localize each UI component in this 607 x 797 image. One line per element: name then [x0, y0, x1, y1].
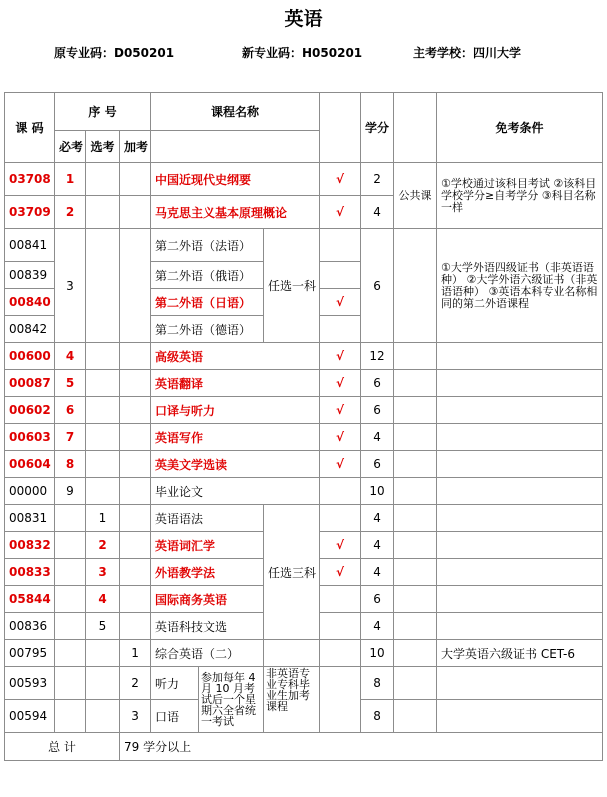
check-mark: √ — [320, 343, 361, 370]
course-name: 英语科技文选 — [151, 613, 264, 640]
course-name: 英语写作 — [151, 424, 320, 451]
table-row — [5, 667, 603, 700]
table-row — [5, 451, 603, 478]
check-mark — [320, 505, 361, 532]
course-credit: 4 — [361, 424, 394, 451]
course-seq: 2 — [55, 196, 86, 229]
check-mark — [320, 229, 361, 262]
course-code: 00087 — [5, 370, 55, 397]
check-mark: √ — [320, 559, 361, 586]
exam-time-note: 参加每年 4 月 10 月考试后一个星期六全省统一考试 — [199, 667, 264, 733]
course-name: 毕业论文 — [151, 478, 320, 505]
course-seq: 1 — [55, 163, 86, 196]
check-mark: √ — [320, 424, 361, 451]
course-code: 00832 — [5, 532, 55, 559]
table-row — [5, 343, 603, 370]
course-credit: 6 — [361, 397, 394, 424]
course-name: 高级英语 — [151, 343, 320, 370]
course-seq: 3 — [120, 700, 151, 733]
course-name: 口语 — [151, 700, 199, 733]
col-extra-header: 加考 — [120, 131, 151, 163]
course-credit: 6 — [361, 451, 394, 478]
exempt-condition: 大学英语六级证书 CET-6 — [437, 640, 603, 667]
course-seq: 1 — [120, 640, 151, 667]
course-code: 00842 — [5, 316, 55, 343]
course-credit: 4 — [361, 532, 394, 559]
course-seq: 4 — [55, 343, 86, 370]
check-mark: √ — [320, 451, 361, 478]
course-credit: 8 — [361, 667, 394, 700]
col-seq-header: 序 号 — [55, 93, 151, 131]
check-mark — [320, 316, 361, 343]
table-row — [5, 424, 603, 451]
course-name: 马克思主义基本原理概论 — [151, 196, 320, 229]
course-seq: 7 — [55, 424, 86, 451]
course-seq: 3 — [86, 559, 120, 586]
check-mark: √ — [320, 397, 361, 424]
col-elective-header: 选考 — [86, 131, 120, 163]
course-name: 第二外语（俄语） — [151, 262, 264, 289]
course-code: 03708 — [5, 163, 55, 196]
course-seq: 3 — [55, 229, 86, 343]
col-blank-header — [394, 93, 437, 163]
check-mark — [320, 478, 361, 505]
check-mark: √ — [320, 370, 361, 397]
course-code: 00603 — [5, 424, 55, 451]
table-row — [5, 229, 603, 262]
course-code: 05844 — [5, 586, 55, 613]
group-note: 任选一科 — [264, 229, 320, 343]
total-row — [5, 733, 603, 761]
course-name: 国际商务英语 — [151, 586, 264, 613]
public-course-label: 公共课 — [394, 163, 437, 229]
check-mark: √ — [320, 289, 361, 316]
table-row — [5, 370, 603, 397]
course-name: 第二外语（日语） — [151, 289, 264, 316]
course-code: 00841 — [5, 229, 55, 262]
col-name-sub-blank — [151, 131, 320, 163]
col-required-header: 必考 — [55, 131, 86, 163]
course-code: 00000 — [5, 478, 55, 505]
course-seq: 1 — [86, 505, 120, 532]
course-code: 00840 — [5, 289, 55, 316]
course-table — [4, 92, 603, 761]
col-code-header: 课 码 — [5, 93, 55, 163]
course-name: 口译与听力 — [151, 397, 320, 424]
course-credit: 2 — [361, 163, 394, 196]
table-row — [5, 478, 603, 505]
course-credit: 4 — [361, 196, 394, 229]
course-credit: 10 — [361, 478, 394, 505]
course-name: 外语教学法 — [151, 559, 264, 586]
course-code: 00795 — [5, 640, 55, 667]
exam-school: 主考学校：四川大学 — [413, 46, 522, 60]
course-seq: 6 — [55, 397, 86, 424]
course-code: 00839 — [5, 262, 55, 289]
course-credit: 6 — [361, 229, 394, 343]
page-title: 英语 — [284, 8, 323, 30]
course-code: 00604 — [5, 451, 55, 478]
check-mark: √ — [320, 163, 361, 196]
group-note: 任选三科 — [264, 505, 320, 640]
table-row — [5, 163, 603, 196]
course-code: 00602 — [5, 397, 55, 424]
col-credit-header: 学分 — [361, 93, 394, 163]
exempt-condition: ①学校通过该科目考试 ②该科目学校学分≥自考学分 ③科目名称一样 — [437, 163, 603, 229]
course-credit: 10 — [361, 640, 394, 667]
extra-exam-note: 非英语专业专科毕业生加考课程 — [264, 667, 320, 733]
course-name: 听力 — [151, 667, 199, 700]
course-credit: 4 — [361, 505, 394, 532]
table-header-row — [5, 93, 603, 131]
total-value: 79 学分以上 — [120, 733, 603, 761]
course-seq: 4 — [86, 586, 120, 613]
total-label: 总 计 — [5, 733, 120, 761]
course-code: 00600 — [5, 343, 55, 370]
course-name: 第二外语（德语） — [151, 316, 264, 343]
course-credit: 4 — [361, 559, 394, 586]
table-row — [5, 397, 603, 424]
course-name: 中国近现代史纲要 — [151, 163, 320, 196]
course-credit: 6 — [361, 586, 394, 613]
old-major-code: 原专业码：D050201 — [54, 46, 175, 60]
col-name-header: 课程名称 — [151, 93, 320, 131]
col-check-header — [320, 93, 361, 163]
check-mark — [320, 586, 361, 613]
col-exempt-header: 免考条件 — [437, 93, 603, 163]
check-mark — [320, 262, 361, 289]
course-seq: 5 — [86, 613, 120, 640]
check-mark: √ — [320, 532, 361, 559]
course-seq: 2 — [86, 532, 120, 559]
course-code: 00831 — [5, 505, 55, 532]
course-code: 03709 — [5, 196, 55, 229]
course-credit: 8 — [361, 700, 394, 733]
table-row — [5, 640, 603, 667]
course-seq: 2 — [120, 667, 151, 700]
course-credit: 12 — [361, 343, 394, 370]
course-credit: 4 — [361, 613, 394, 640]
course-code: 00833 — [5, 559, 55, 586]
course-code: 00836 — [5, 613, 55, 640]
course-name: 英美文学选读 — [151, 451, 320, 478]
course-seq: 8 — [55, 451, 86, 478]
check-mark: √ — [320, 196, 361, 229]
new-major-code: 新专业码：H050201 — [242, 46, 363, 60]
course-name: 英语语法 — [151, 505, 264, 532]
course-credit: 6 — [361, 370, 394, 397]
course-seq: 5 — [55, 370, 86, 397]
course-code: 00594 — [5, 700, 55, 733]
course-name: 第二外语（法语） — [151, 229, 264, 262]
course-name: 英语词汇学 — [151, 532, 264, 559]
course-code: 00593 — [5, 667, 55, 700]
exempt-condition: ①大学外语四级证书（非英语语种） ②大学外语六级证书（非英语语种） ③英语本科专业名称相同的第二外语课程 — [437, 229, 603, 343]
check-mark — [320, 613, 361, 640]
course-seq: 9 — [55, 478, 86, 505]
course-name: 综合英语（二） — [151, 640, 264, 667]
table-row — [5, 505, 603, 532]
course-name: 英语翻译 — [151, 370, 320, 397]
